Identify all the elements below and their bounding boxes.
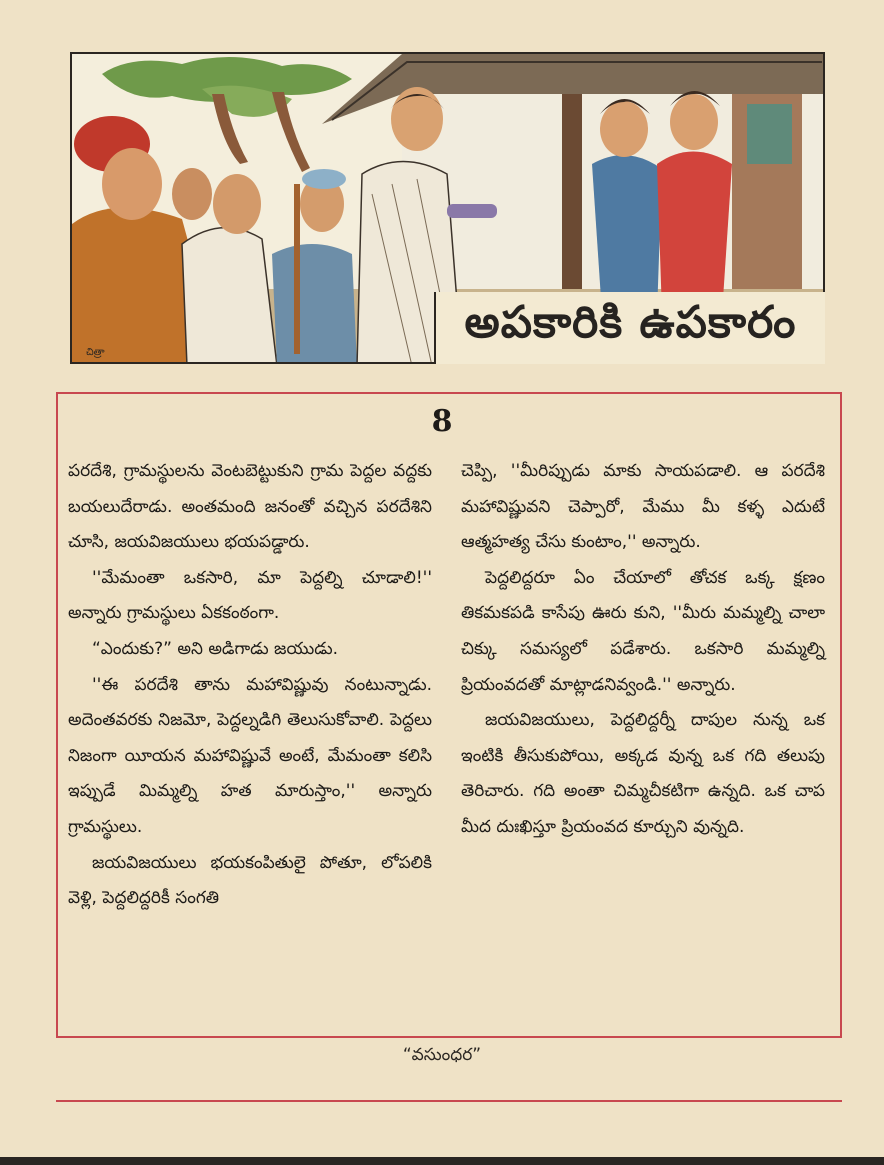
paragraph: జయవిజయులు భయకంపితులై పోతూ, లోపలికి వెళ్లి, పెద్దలిద్దరికీ సంగతి: [68, 852, 432, 909]
title-panel: [434, 292, 825, 364]
story-title: అపకారికి ఉపకారం: [464, 297, 797, 348]
text-column-left: [68, 454, 432, 917]
paragraph: పెద్దలిద్దరూ ఏం చేయాలో తోచక ఒక్క క్షణం తికమకపడి కాసేపు ఊరు కుని, ''మీరు మమ్మల్ని చాలా చిక్కు సమస్యలో పడేశారు. ఒకసారి మమ్మల్ని ప్రియంవదతో మాట్లాడనివ్వండి.'' అన్నారు.: [461, 567, 825, 695]
paragraph: ''ఈ పరదేశి తాను మహావిష్ణువు నంటున్నాడు. అదెంతవరకు నిజమో, పెద్దల్నడిగి తెలుసుకోవాలి. పెద్దలు నిజంగా యీయన మహావిష్ణువే అంటే, మేమంతా కలిసి ఇప్పుడే మిమ్మల్ని హత మారుస్తాం,'' అన్నారు గ్రామస్థులు.: [68, 674, 432, 837]
paragraph: ''మేమంతా ఒకసారి, మా పెద్దల్ని చూడాలి!'' అన్నారు గ్రామస్థులు ఏకకంఠంగా.: [68, 567, 432, 624]
text-column-right: [461, 454, 825, 846]
paragraph: పరదేశి, గ్రామస్థులను వెంటబెట్టుకుని గ్రామ పెద్దల వద్దకు బయలుదేరాడు. అంతమంది జనంతో వచ్చిన పరదేశిని చూసి, జయవిజయులు భయపడ్డారు.: [68, 461, 432, 553]
artist-signature: చిత్రా: [86, 347, 105, 358]
page-edge: [0, 1157, 884, 1165]
chapter-number: 8: [431, 404, 453, 439]
footer-divider: [56, 1100, 842, 1102]
paragraph: జయవిజయులు, పెద్దలిద్దర్నీ దాపుల నున్న ఒక ఇంటికి తీసుకుపోయి, అక్కడ వున్న ఒక గది తలుపు తెరిచారు. గది అంతా చిమ్మచీకటిగా ఉన్నది. ఒక చాప మీద దుఃఖిస్తూ ప్రియంవద కూర్చుని వున్నది.: [461, 710, 825, 837]
author-credit: “వసుంధర”: [402, 1045, 482, 1065]
paragraph: చెప్పి, ''మీరిప్పుడు మాకు సాయపడాలి. ఆ పరదేశి మహావిష్ణువని చెప్పారో, మేము మీ కళ్ళ ఎదుటే ఆత్మహత్య చేసు కుంటాం,'' అన్నారు.: [461, 461, 825, 553]
paragraph: “ఎందుకు?” అని అడిగాడు జయుడు.: [92, 638, 339, 659]
